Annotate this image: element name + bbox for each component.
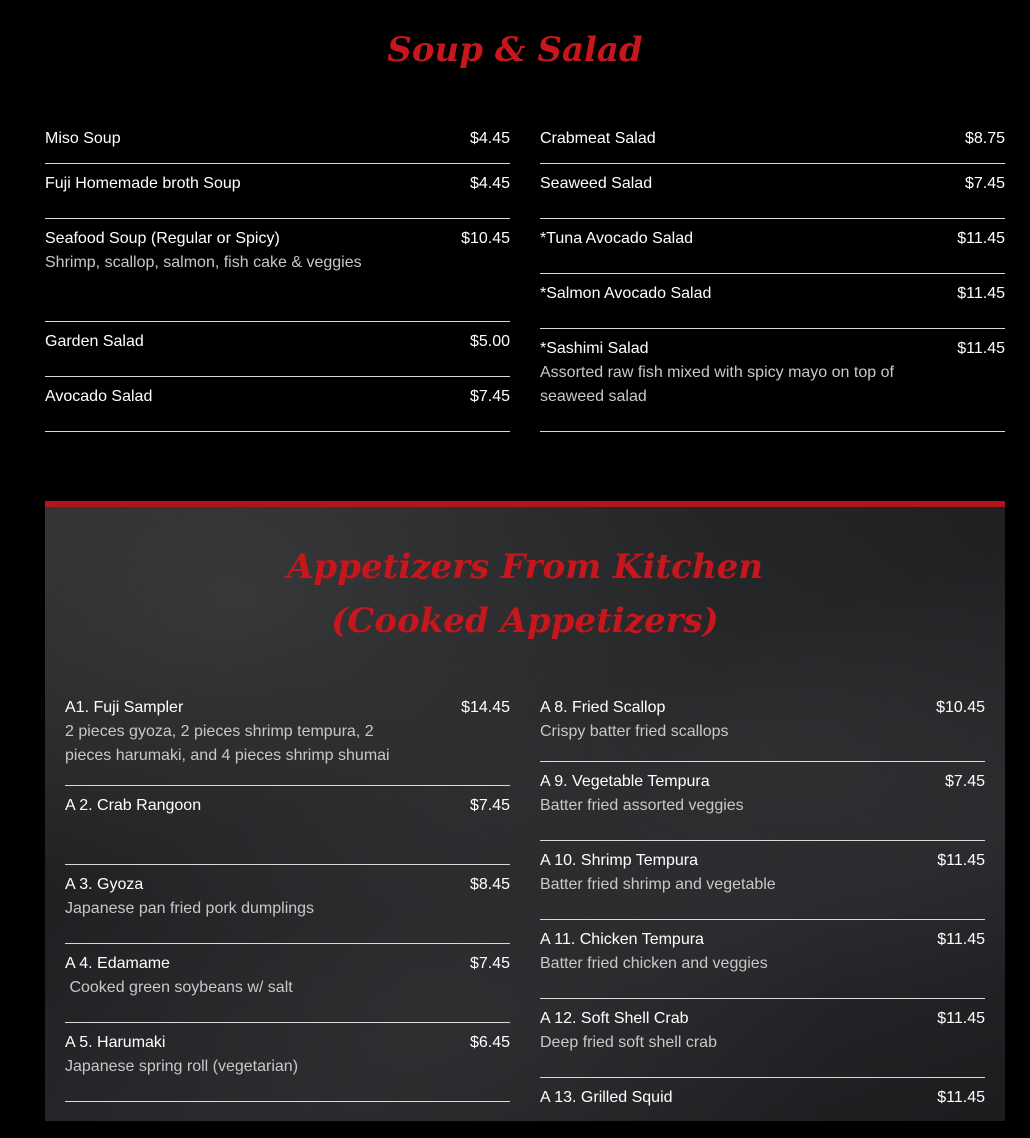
item-name: A 3. Gyoza [65,876,144,893]
item-price: $6.45 [469,1034,510,1051]
item-name: A 4. Edamame [65,955,170,972]
menu-item [45,322,510,377]
item-name: A1. Fuji Sampler [65,699,184,716]
menu-item [540,841,985,920]
menu-item [65,786,510,865]
item-price: $7.45 [469,388,510,405]
item-description: Deep fried soft shell crab [540,1034,717,1051]
item-price: $11.45 [957,340,1005,357]
menu-item [540,119,1005,164]
item-name: *Sashimi Salad [540,340,649,357]
item-price: $4.45 [469,175,510,192]
item-description: Japanese pan fried pork dumplings [65,900,315,917]
item-description: Japanese spring roll (vegetarian) [65,1058,299,1075]
item-price: $10.45 [936,699,985,716]
appetizers-panel [45,501,1005,1121]
item-name: A 8. Fried Scallop [540,699,666,716]
appetizers-subtitle: (Cooked Appetizers) [331,601,719,641]
menu-item [65,1023,510,1102]
menu-item [45,219,510,322]
item-description: Batter fried chicken and veggies [540,955,768,972]
item-price: $8.45 [469,876,510,893]
menu-item [45,164,510,219]
item-price: $11.45 [957,285,1005,302]
item-name: Garden Salad [45,333,144,350]
item-name: Seaweed Salad [540,175,653,192]
menu-item [540,762,985,841]
item-price: $8.75 [964,130,1005,147]
item-name: A 9. Vegetable Tempura [540,773,710,790]
item-price: $11.45 [957,230,1005,247]
soup-salad-title: Soup & Salad [387,30,643,70]
item-description: Batter fried shrimp and vegetable [540,876,776,893]
item-price: $11.45 [937,852,985,869]
soup-salad-right-column [540,119,1005,432]
menu-item [540,1078,985,1138]
menu-item [540,999,985,1078]
item-name: A 2. Crab Rangoon [65,797,202,814]
menu-item [540,219,1005,274]
menu-item [540,274,1005,329]
item-price: $7.45 [964,175,1005,192]
item-name: A 13. Grilled Squid [540,1089,673,1106]
item-name: Crabmeat Salad [540,130,656,147]
item-description: Assorted raw fish mixed with spicy mayo on top of seaweed salad [540,364,894,405]
item-price: $7.45 [469,955,510,972]
item-name: *Salmon Avocado Salad [540,285,712,302]
menu-item [65,865,510,944]
item-price: $4.45 [469,130,510,147]
item-price: $14.45 [461,699,510,716]
item-description: Shrimp, scallop, salmon, fish cake & veggies [45,254,362,271]
menu-item [65,688,510,786]
appetizers-title: Appetizers From Kitchen [287,547,763,587]
menu-item [540,329,1005,432]
item-description: 2 pieces gyoza, 2 pieces shrimp tempura, 2 pieces harumaki, and 4 pieces shrimp shumai [65,723,390,764]
item-description: Batter fried assorted veggies [540,797,744,814]
item-name: Avocado Salad [45,388,153,405]
appetizers-left-column [65,688,510,1102]
appetizers-right-column [540,688,985,1138]
item-name: A 12. Soft Shell Crab [540,1010,689,1027]
menu-item [540,920,985,999]
menu-item [65,944,510,1023]
item-price: $10.45 [461,230,510,247]
item-price: $11.45 [937,1089,985,1106]
menu-item [540,688,985,762]
item-price: $5.00 [469,333,510,350]
item-name: *Tuna Avocado Salad [540,230,694,247]
item-price: $11.45 [937,1010,985,1027]
menu-item [45,119,510,164]
item-description: Crispy batter fried scallops [540,723,729,740]
item-price: $7.45 [944,773,985,790]
item-name: A 10. Shrimp Tempura [540,852,699,869]
menu-item [45,377,510,432]
item-name: Seafood Soup (Regular or Spicy) [45,230,280,247]
item-name: Miso Soup [45,130,121,147]
menu-item [540,164,1005,219]
soup-salad-left-column [45,119,510,432]
item-price: $11.45 [937,931,985,948]
item-name: Fuji Homemade broth Soup [45,175,241,192]
item-price: $7.45 [469,797,510,814]
item-description: Cooked green soybeans w/ salt [65,979,293,996]
item-name: A 11. Chicken Tempura [540,931,704,948]
item-name: A 5. Harumaki [65,1034,166,1051]
